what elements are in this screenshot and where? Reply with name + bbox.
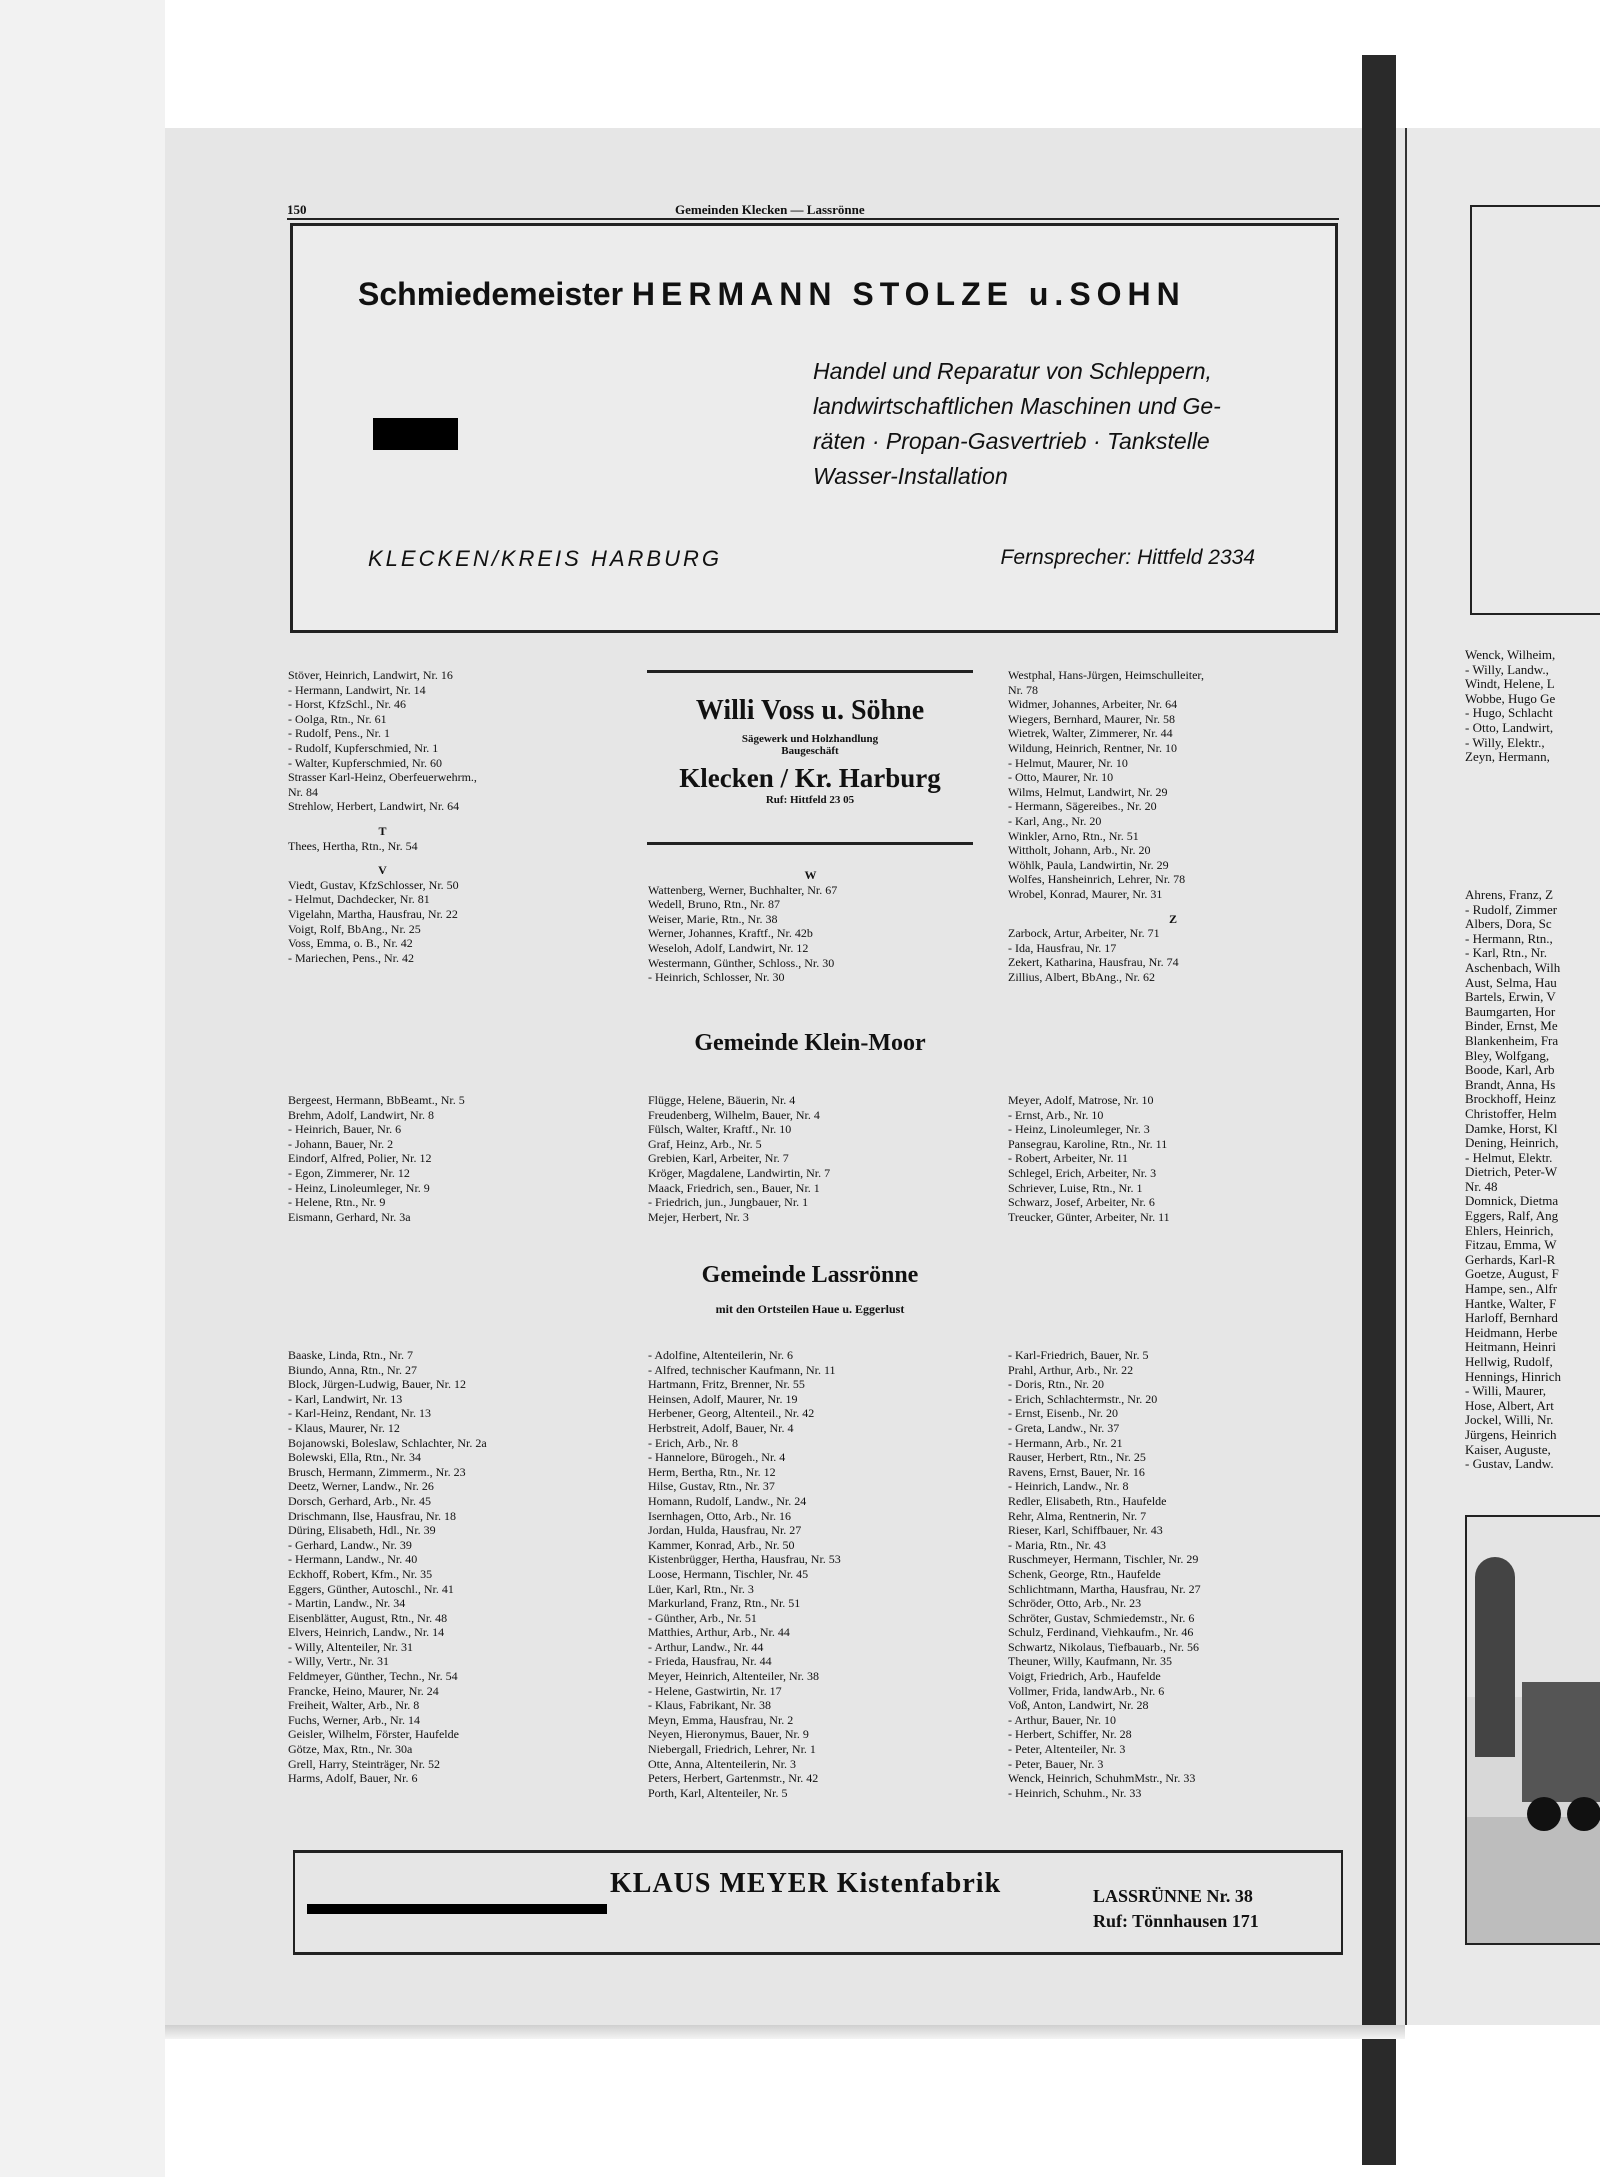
ad-meyer-phone: Ruf: Tönnhausen 171 <box>1093 1911 1259 1931</box>
directory-entry: Albers, Dora, Sc <box>1465 916 1552 932</box>
scan-margin-left <box>0 0 165 2177</box>
directory-entry: - Ernst, Eisenb., Nr. 20 <box>1008 1406 1118 1421</box>
ad-meyer-address: LASSRÜNNE Nr. 38 <box>1093 1886 1253 1906</box>
entry-list <box>1008 1093 1170 1224</box>
directory-entry: - Arthur, Landw., Nr. 44 <box>648 1639 764 1654</box>
letter-heading-w: W <box>804 868 817 882</box>
directory-entry: Bojanowski, Boleslaw, Schlachter, Nr. 2a <box>288 1435 487 1450</box>
directory-entry: Westphal, Hans-Jürgen, Heimschulleiter, <box>1008 668 1204 682</box>
directory-entry: - Peter, Bauer, Nr. 3 <box>1008 1756 1104 1771</box>
directory-entry: - Doris, Rtn., Nr. 20 <box>1008 1377 1104 1392</box>
klecken-column-1 <box>288 668 477 965</box>
directory-entry: - Karl, Ang., Nr. 20 <box>1008 813 1102 828</box>
directory-entry: Aust, Selma, Hau <box>1465 974 1557 990</box>
directory-entry: - Heinz, Linoleumleger, Nr. 9 <box>288 1180 430 1195</box>
directory-entry: - Hermann, Sägereibes., Nr. 20 <box>1008 799 1157 814</box>
directory-entry: Binder, Ernst, Me <box>1465 1018 1558 1034</box>
directory-entry: - Helene, Gastwirtin, Nr. 17 <box>648 1683 782 1698</box>
directory-entry: - Friedrich, jun., Jungbauer, Nr. 1 <box>648 1195 809 1210</box>
directory-entry: Baaske, Linda, Rtn., Nr. 7 <box>288 1348 413 1362</box>
directory-entry: Otte, Anna, Altenteilerin, Nr. 3 <box>648 1756 796 1771</box>
directory-entry: - Karl-Friedrich, Bauer, Nr. 5 <box>1008 1348 1149 1362</box>
directory-entry: - Willy, Altenteiler, Nr. 31 <box>288 1639 414 1654</box>
directory-entry: Kröger, Magdalene, Landwirtin, Nr. 7 <box>648 1165 831 1180</box>
directory-entry: Herbener, Georg, Altenteil., Nr. 42 <box>648 1406 815 1421</box>
entry-list <box>1008 926 1338 984</box>
klein-moor-column-2 <box>648 1093 830 1224</box>
directory-entry: Porth, Karl, Altenteiler, Nr. 5 <box>648 1785 788 1800</box>
directory-entry: Deetz, Werner, Landw., Nr. 26 <box>288 1479 434 1494</box>
directory-entry: Jockel, Willi, Nr. <box>1465 1412 1554 1428</box>
directory-entry: - Erich, Schlachtermstr., Nr. 20 <box>1008 1391 1158 1406</box>
directory-entry: Wobbe, Hugo Ge <box>1465 690 1556 706</box>
directory-entry: Neyen, Hieronymus, Bauer, Nr. 9 <box>648 1727 809 1742</box>
directory-entry: Redler, Elisabeth, Rtn., Haufelde <box>1008 1493 1167 1508</box>
letter-heading-z: Z <box>1168 911 1177 926</box>
entry-list <box>1465 888 1600 1472</box>
directory-entry: - Helmut, Elektr. <box>1465 1149 1553 1165</box>
directory-entry: Brandt, Anna, Hs <box>1465 1076 1556 1092</box>
directory-entry: Fitzau, Emma, W <box>1465 1237 1557 1253</box>
directory-entry: Graf, Heinz, Arb., Nr. 5 <box>648 1136 762 1151</box>
entry-list <box>288 668 477 814</box>
directory-entry: Matthies, Arthur, Arb., Nr. 44 <box>648 1625 790 1640</box>
directory-entry: Hilse, Gustav, Rtn., Nr. 37 <box>648 1479 775 1494</box>
directory-entry: - Mariechen, Pens., Nr. 42 <box>288 950 414 965</box>
directory-entry: - Günther, Arb., Nr. 51 <box>648 1610 757 1625</box>
directory-entry: - Maria, Rtn., Nr. 43 <box>1008 1537 1106 1552</box>
directory-entry: Hampe, sen., Alfr <box>1465 1281 1558 1297</box>
directory-entry: - Martin, Landw., Nr. 34 <box>288 1596 406 1611</box>
directory-entry: Freiheit, Walter, Arb., Nr. 8 <box>288 1698 420 1713</box>
page-bottom-shadow <box>165 2025 1405 2039</box>
directory-entry: Eggers, Günther, Autoschl., Nr. 41 <box>288 1581 454 1596</box>
directory-entry: Ravens, Ernst, Bauer, Nr. 16 <box>1008 1464 1145 1479</box>
directory-entry: Voigt, Rolf, BbAng., Nr. 25 <box>288 921 421 936</box>
directory-entry: Nr. 78 <box>1008 682 1038 697</box>
directory-entry: Schlegel, Erich, Arbeiter, Nr. 3 <box>1008 1165 1157 1180</box>
ad-voss-name: Willi Voss u. Söhne <box>695 695 925 726</box>
directory-entry: Viedt, Gustav, KfzSchlosser, Nr. 50 <box>288 877 459 892</box>
directory-entry: Hose, Albert, Art <box>1465 1397 1554 1413</box>
directory-entry: - Walter, Kupferschmied, Nr. 60 <box>288 755 442 770</box>
entry-list <box>288 878 477 966</box>
directory-entry: Wilms, Helmut, Landwirt, Nr. 29 <box>1008 784 1168 799</box>
directory-entry: Drischmann, Ilse, Hausfrau, Nr. 18 <box>288 1508 456 1523</box>
directory-entry: Zarbock, Artur, Arbeiter, Nr. 71 <box>1008 926 1160 941</box>
directory-entry: Wrobel, Konrad, Maurer, Nr. 31 <box>1008 886 1163 901</box>
directory-entry: Widmer, Johannes, Arbeiter, Nr. 64 <box>1008 697 1178 712</box>
entry-list <box>1008 1348 1201 1800</box>
entry-list <box>288 839 477 854</box>
directory-entry: Zekert, Katharina, Hausfrau, Nr. 74 <box>1008 955 1179 970</box>
directory-entry: Heitmann, Heinri <box>1465 1339 1556 1355</box>
ad-stolze-desc-line: Wasser-Installation <box>813 462 1008 489</box>
directory-entry: Grell, Harry, Steinträger, Nr. 52 <box>288 1756 441 1771</box>
directory-entry: Wietrek, Walter, Zimmerer, Nr. 44 <box>1008 726 1173 741</box>
ad-voss-sub1: Sägewerk und Holzhandlung <box>741 733 879 745</box>
directory-entry: Harms, Adolf, Bauer, Nr. 6 <box>288 1771 418 1786</box>
directory-entry: Domnick, Dietma <box>1465 1193 1559 1209</box>
directory-entry: Wenck, Wilheim, <box>1465 648 1556 662</box>
klecken-column-2 <box>648 868 973 985</box>
ad-stolze-desc-line: räten · Propan-Gasvertrieb · Tankstelle <box>813 427 1210 454</box>
directory-entry: Wedell, Bruno, Rtn., Nr. 87 <box>648 897 781 912</box>
directory-entry: Wattenberg, Werner, Buchhalter, Nr. 67 <box>648 882 838 897</box>
section-title-lassroenne: Gemeinde Lassrönne <box>701 1262 919 1288</box>
directory-entry: Wolfes, Hansheinrich, Lehrer, Nr. 78 <box>1008 872 1186 887</box>
directory-entry: Zillius, Albert, BbAng., Nr. 62 <box>1008 969 1155 984</box>
directory-entry: Nr. 84 <box>288 784 318 799</box>
directory-entry: Geisler, Wilhelm, Förster, Haufelde <box>288 1727 459 1742</box>
directory-entry: Meyer, Heinrich, Altenteiler, Nr. 38 <box>648 1669 819 1684</box>
directory-entry: - Klaus, Maurer, Nr. 12 <box>288 1420 400 1435</box>
entry-list <box>1465 648 1600 765</box>
directory-entry: - Karl, Landwirt, Nr. 13 <box>288 1391 403 1406</box>
entry-list <box>1008 668 1338 902</box>
directory-entry: Düring, Elisabeth, Hdl., Nr. 39 <box>288 1523 436 1538</box>
directory-entry: - Gustav, Landw. <box>1465 1456 1554 1472</box>
directory-entry: - Hermann, Landwirt, Nr. 14 <box>288 682 426 697</box>
ad-stolze-phone: Fernsprecher: Hittfeld 2334 <box>1000 546 1255 569</box>
directory-entry: Jürgens, Heinrich <box>1465 1426 1557 1442</box>
directory-entry: Strasser Karl-Heinz, Oberfeuerwehrm., <box>288 770 477 785</box>
directory-entry: - Karl-Heinz, Rendant, Nr. 13 <box>288 1406 431 1421</box>
directory-entry: Götze, Max, Rtn., Nr. 30a <box>288 1742 413 1757</box>
ad-stolze-headline <box>358 276 1186 313</box>
directory-entry: Elvers, Heinrich, Landw., Nr. 14 <box>288 1625 445 1640</box>
ad-stolze-black-bar <box>373 418 458 450</box>
ad-stolze-name: HERMANN STOLZE u.SOHN <box>631 276 1186 312</box>
section-subtitle-lassroenne: mit den Ortsteilen Haue u. Eggerlust <box>715 1302 905 1316</box>
photo-tree <box>1475 1557 1515 1757</box>
directory-entry: - Herbert, Schiffer, Nr. 28 <box>1008 1727 1132 1742</box>
directory-entry: - Hermann, Arb., Nr. 21 <box>1008 1435 1123 1450</box>
directory-entry: Flügge, Helene, Bäuerin, Nr. 4 <box>648 1093 796 1107</box>
directory-entry: Goetze, August, F <box>1465 1266 1559 1282</box>
directory-entry: Brehm, Adolf, Landwirt, Nr. 8 <box>288 1107 434 1122</box>
directory-entry: Schröder, Otto, Arb., Nr. 23 <box>1008 1596 1142 1611</box>
directory-entry: Westermann, Günther, Schloss., Nr. 30 <box>648 955 835 970</box>
directory-entry: Schlichtmann, Martha, Hausfrau, Nr. 27 <box>1008 1581 1201 1596</box>
klein-moor-column-1 <box>288 1093 465 1224</box>
directory-entry: Brockhoff, Heinz <box>1465 1091 1556 1107</box>
directory-entry: - Heinrich, Schuhm., Nr. 33 <box>1008 1785 1142 1800</box>
directory-entry: - Adolfine, Altenteilerin, Nr. 6 <box>648 1348 793 1362</box>
directory-entry: Prahl, Arthur, Arb., Nr. 22 <box>1008 1362 1134 1377</box>
directory-entry: Niebergall, Friedrich, Lehrer, Nr. 1 <box>648 1742 816 1757</box>
directory-entry: Bolewski, Ella, Rtn., Nr. 34 <box>288 1450 421 1465</box>
directory-entry: Grebien, Karl, Arbeiter, Nr. 7 <box>648 1151 789 1166</box>
directory-entry: Pansegrau, Karoline, Rtn., Nr. 11 <box>1008 1136 1168 1151</box>
directory-entry: - Egon, Zimmerer, Nr. 12 <box>288 1165 410 1180</box>
directory-entry: - Helmut, Dachdecker, Nr. 81 <box>288 892 430 907</box>
directory-entry: - Willy, Landw., <box>1465 661 1549 677</box>
letter-heading-v: V <box>378 863 387 878</box>
directory-entry: - Greta, Landw., Nr. 37 <box>1008 1420 1120 1435</box>
directory-entry: - Otto, Maurer, Nr. 10 <box>1008 770 1114 785</box>
directory-entry: Winkler, Arno, Rtn., Nr. 51 <box>1008 828 1139 843</box>
directory-entry: Bley, Wolfgang, <box>1465 1047 1550 1063</box>
directory-entry: Bergeest, Hermann, BbBeamt., Nr. 5 <box>288 1093 465 1107</box>
directory-entry: - Rudolf, Kupferschmied, Nr. 1 <box>288 740 439 755</box>
ad-meyer-name: KLAUS MEYER Kistenfabrik <box>610 1868 1002 1899</box>
directory-entry: Heidmann, Herbe <box>1465 1324 1558 1340</box>
directory-entry: Rieser, Karl, Schiffbauer, Nr. 43 <box>1008 1523 1163 1538</box>
ad-voss-phone: Ruf: Hittfeld 23 05 <box>765 794 855 806</box>
directory-entry: Heinsen, Adolf, Maurer, Nr. 19 <box>648 1391 798 1406</box>
directory-entry: - Frieda, Hausfrau, Nr. 44 <box>648 1654 772 1669</box>
photo-road <box>1467 1817 1600 1945</box>
photo-wheel <box>1527 1797 1561 1831</box>
directory-entry: Hartmann, Fritz, Brenner, Nr. 55 <box>648 1377 805 1392</box>
directory-entry: Hellwig, Rudolf, <box>1465 1354 1553 1369</box>
directory-entry: Mejer, Herbert, Nr. 3 <box>648 1209 749 1224</box>
klecken-column-3 <box>1008 668 1338 984</box>
directory-entry: Harloff, Bernhard <box>1465 1310 1558 1326</box>
directory-entry: Aschenbach, Wilh <box>1465 959 1561 975</box>
directory-entry: - Heinz, Linoleumleger, Nr. 3 <box>1008 1122 1150 1137</box>
directory-entry: Schenk, George, Rtn., Haufelde <box>1008 1566 1161 1581</box>
directory-entry: - Willi, Maurer, <box>1465 1383 1547 1399</box>
directory-entry: Voigt, Friedrich, Arb., Haufelde <box>1008 1669 1161 1684</box>
directory-entry: Eggers, Ralf, Ang <box>1465 1208 1559 1224</box>
directory-entry: Weiser, Marie, Rtn., Nr. 38 <box>648 911 778 926</box>
ad-meyer <box>293 1850 1343 1955</box>
directory-entry: - Ida, Hausfrau, Nr. 17 <box>1008 940 1117 955</box>
directory-entry: Blankenheim, Fra <box>1465 1032 1559 1048</box>
entry-list <box>648 883 973 985</box>
directory-entry: - Hugo, Schlacht <box>1465 705 1553 721</box>
entry-list <box>648 1093 830 1224</box>
directory-entry: - Heinrich, Landw., Nr. 8 <box>1008 1479 1129 1494</box>
directory-entry: Weseloh, Adolf, Landwirt, Nr. 12 <box>648 940 809 955</box>
directory-entry: - Willy, Vertr., Nr. 31 <box>288 1654 389 1669</box>
directory-entry: - Hannelore, Bürogeh., Nr. 4 <box>648 1450 786 1465</box>
directory-entry: Eismann, Gerhard, Nr. 3a <box>288 1209 411 1224</box>
directory-entry: Markurland, Franz, Rtn., Nr. 51 <box>648 1596 801 1611</box>
directory-entry: Voß, Anton, Landwirt, Nr. 28 <box>1008 1698 1149 1713</box>
lassroenne-column-3 <box>1008 1348 1201 1800</box>
directory-entry: Schulz, Ferdinand, Viehkaufm., Nr. 46 <box>1008 1625 1194 1640</box>
directory-entry: Rauser, Herbert, Rtn., Nr. 25 <box>1008 1450 1146 1465</box>
directory-entry: - Helene, Rtn., Nr. 9 <box>288 1195 386 1210</box>
directory-entry: Eindorf, Alfred, Polier, Nr. 12 <box>288 1151 432 1166</box>
directory-entry: Wöhlk, Paula, Landwirtin, Nr. 29 <box>1008 857 1169 872</box>
directory-entry: Brusch, Hermann, Zimmerm., Nr. 23 <box>288 1464 466 1479</box>
ad-stolze-description <box>813 354 1293 494</box>
directory-entry: Ahrens, Franz, Z <box>1465 888 1554 902</box>
facing-page-photo <box>1465 1515 1600 1945</box>
directory-entry: Vollmer, Frida, landwArb., Nr. 6 <box>1008 1683 1165 1698</box>
directory-entry: - Alfred, technischer Kaufmann, Nr. 11 <box>648 1362 836 1377</box>
directory-entry: - Heinrich, Bauer, Nr. 6 <box>288 1122 402 1137</box>
directory-entry: - Erich, Arb., Nr. 8 <box>648 1435 738 1450</box>
directory-entry: Damke, Horst, Kl <box>1465 1120 1558 1136</box>
directory-entry: Herm, Bertha, Rtn., Nr. 12 <box>648 1464 776 1479</box>
ad-stolze <box>290 223 1338 633</box>
directory-entry: Feldmeyer, Günther, Techn., Nr. 54 <box>288 1669 458 1684</box>
directory-entry: Dening, Heinrich, <box>1465 1135 1559 1151</box>
directory-entry: Hantke, Walter, F <box>1465 1295 1557 1311</box>
lassroenne-column-1 <box>288 1348 487 1786</box>
header-rule <box>287 218 1339 220</box>
directory-entry: Loose, Hermann, Tischler, Nr. 45 <box>648 1566 809 1581</box>
directory-entry: - Willy, Elektr., <box>1465 734 1545 750</box>
directory-entry: Theuner, Willy, Kaufmann, Nr. 35 <box>1008 1654 1172 1669</box>
directory-entry: Vigelahn, Martha, Hausfrau, Nr. 22 <box>288 906 458 921</box>
directory-entry: Baumgarten, Hor <box>1465 1003 1556 1019</box>
ad-stolze-location: KLECKEN/KREIS HARBURG <box>368 546 722 571</box>
directory-entry: - Karl, Rtn., Nr. <box>1465 945 1547 961</box>
directory-entry: Zeyn, Hermann, <box>1465 749 1550 765</box>
directory-entry: - Oolga, Rtn., Nr. 61 <box>288 711 387 726</box>
directory-entry: - Ernst, Arb., Nr. 10 <box>1008 1107 1104 1122</box>
directory-entry: Wenck, Heinrich, SchuhmMstr., Nr. 33 <box>1008 1771 1196 1786</box>
directory-entry: Fülsch, Walter, Kraftf., Nr. 10 <box>648 1122 792 1137</box>
directory-entry: Boode, Karl, Arb <box>1465 1062 1555 1078</box>
directory-entry: Homann, Rudolf, Landw., Nr. 24 <box>648 1493 807 1508</box>
ad-meyer-black-bar <box>307 1904 607 1914</box>
directory-entry: Isernhagen, Otto, Arb., Nr. 16 <box>648 1508 791 1523</box>
directory-entry: Treucker, Günter, Arbeiter, Nr. 11 <box>1008 1209 1170 1224</box>
directory-entry: - Johann, Bauer, Nr. 2 <box>288 1136 394 1151</box>
directory-entry: Stöver, Heinrich, Landwirt, Nr. 16 <box>288 668 453 682</box>
directory-entry: Herbstreit, Adolf, Bauer, Nr. 4 <box>648 1420 794 1435</box>
entry-list <box>648 1348 841 1800</box>
photo-wheel <box>1567 1797 1600 1831</box>
directory-entry: Schröter, Gustav, Schmiedemstr., Nr. 6 <box>1008 1610 1195 1625</box>
directory-entry: Freudenberg, Wilhelm, Bauer, Nr. 4 <box>648 1107 820 1122</box>
directory-entry: - Robert, Arbeiter, Nr. 11 <box>1008 1151 1129 1166</box>
entry-list <box>288 1348 487 1786</box>
directory-entry: Maack, Friedrich, sen., Bauer, Nr. 1 <box>648 1180 820 1195</box>
directory-entry: - Peter, Altenteiler, Nr. 3 <box>1008 1742 1126 1757</box>
directory-entry: - Heinrich, Schlosser, Nr. 30 <box>648 970 785 985</box>
directory-entry: - Horst, KfzSchl., Nr. 46 <box>288 697 406 712</box>
ad-voss-location: Klecken / Kr. Harburg <box>679 763 941 793</box>
directory-entry: Fuchs, Werner, Arb., Nr. 14 <box>288 1712 420 1727</box>
page-number: 150 <box>287 202 307 217</box>
ad-stolze-prefix: Schmiedemeister <box>358 276 624 312</box>
directory-entry: - Helmut, Maurer, Nr. 10 <box>1008 755 1128 770</box>
directory-entry: - Klaus, Fabrikant, Nr. 38 <box>648 1698 771 1713</box>
directory-entry: Christoffer, Helm <box>1465 1105 1557 1121</box>
directory-entry: - Hermann, Rtn., <box>1465 930 1553 946</box>
directory-entry: Meyn, Emma, Hausfrau, Nr. 2 <box>648 1712 794 1727</box>
directory-entry: Hennings, Hinrich <box>1465 1368 1562 1384</box>
directory-entry: Kaiser, Auguste, <box>1465 1441 1551 1457</box>
directory-entry: Lüer, Karl, Rtn., Nr. 3 <box>648 1581 754 1596</box>
directory-entry: Jordan, Hulda, Hausfrau, Nr. 27 <box>648 1523 802 1538</box>
directory-entry: - Gerhard, Landw., Nr. 39 <box>288 1537 412 1552</box>
facing-page-column-top <box>1465 648 1600 765</box>
directory-entry: Thees, Hertha, Rtn., Nr. 54 <box>288 838 418 853</box>
facing-page-ad-box <box>1470 205 1600 615</box>
directory-entry: Peters, Herbert, Gartenmstr., Nr. 42 <box>648 1771 819 1786</box>
directory-entry: Dietrich, Peter-W <box>1465 1164 1558 1180</box>
klein-moor-column-3 <box>1008 1093 1170 1224</box>
directory-entry: Bartels, Erwin, V <box>1465 989 1556 1005</box>
lassroenne-column-2 <box>648 1348 841 1800</box>
directory-entry: - Otto, Landwirt, <box>1465 719 1554 735</box>
ad-stolze-desc-line: landwirtschaftlichen Maschinen und Ge- <box>813 392 1221 419</box>
directory-entry: Windt, Helene, L <box>1465 676 1555 692</box>
directory-entry: Ruschmeyer, Hermann, Tischler, Nr. 29 <box>1008 1552 1199 1567</box>
directory-entry: Schwartz, Nikolaus, Tiefbauarb., Nr. 56 <box>1008 1639 1199 1654</box>
directory-entry: Dorsch, Gerhard, Arb., Nr. 45 <box>288 1493 431 1508</box>
directory-entry: Kistenbrügger, Hertha, Hausfrau, Nr. 53 <box>648 1552 841 1567</box>
entry-list <box>288 1093 465 1224</box>
directory-entry: Strehlow, Herbert, Landwirt, Nr. 64 <box>288 799 460 814</box>
facing-page-column-mid <box>1465 888 1600 1472</box>
page-title: Gemeinden Klecken — Lassrönne <box>675 202 865 217</box>
section-title-klein-moor: Gemeinde Klein-Moor <box>694 1030 926 1056</box>
directory-entry: - Arthur, Bauer, Nr. 10 <box>1008 1712 1117 1727</box>
book-spine <box>1362 55 1396 2165</box>
directory-entry: Kammer, Konrad, Arb., Nr. 50 <box>648 1537 795 1552</box>
ad-voss-sub2: Baugeschäft <box>781 745 839 757</box>
directory-entry: Rehr, Alma, Rentnerin, Nr. 7 <box>1008 1508 1147 1523</box>
directory-entry: - Rudolf, Pens., Nr. 1 <box>288 726 390 741</box>
directory-entry: Francke, Heino, Maurer, Nr. 24 <box>288 1683 439 1698</box>
directory-entry: Biundo, Anna, Rtn., Nr. 27 <box>288 1362 418 1377</box>
directory-entry: Wiegers, Bernhard, Maurer, Nr. 58 <box>1008 711 1175 726</box>
directory-entry: - Hermann, Landw., Nr. 40 <box>288 1552 418 1567</box>
directory-entry: Block, Jürgen-Ludwig, Bauer, Nr. 12 <box>288 1377 466 1392</box>
directory-entry: Wittholt, Johann, Arb., Nr. 20 <box>1008 843 1151 858</box>
directory-entry: Schwarz, Josef, Arbeiter, Nr. 6 <box>1008 1195 1155 1210</box>
directory-entry: Meyer, Adolf, Matrose, Nr. 10 <box>1008 1093 1154 1107</box>
directory-entry: Eckhoff, Robert, Kfm., Nr. 35 <box>288 1566 433 1581</box>
letter-heading-t: T <box>378 823 387 838</box>
directory-entry: Gerhards, Karl-R <box>1465 1251 1556 1267</box>
directory-entry: Wildung, Heinrich, Rentner, Nr. 10 <box>1008 740 1178 755</box>
ad-stolze-desc-line: Handel und Reparatur von Schleppern, <box>813 358 1212 384</box>
directory-entry: Nr. 48 <box>1465 1178 1498 1194</box>
directory-entry: Voss, Emma, o. B., Nr. 42 <box>288 936 413 951</box>
ad-voss <box>647 670 973 845</box>
directory-entry: Eisenblätter, August, Rtn., Nr. 48 <box>288 1610 448 1625</box>
directory-entry: Schriever, Luise, Rtn., Nr. 1 <box>1008 1180 1143 1195</box>
directory-entry: Werner, Johannes, Kraftf., Nr. 42b <box>648 926 813 941</box>
directory-entry: Ehlers, Heinrich, <box>1465 1222 1554 1238</box>
photo-truck <box>1522 1682 1600 1802</box>
directory-entry: - Rudolf, Zimmer <box>1465 901 1558 917</box>
